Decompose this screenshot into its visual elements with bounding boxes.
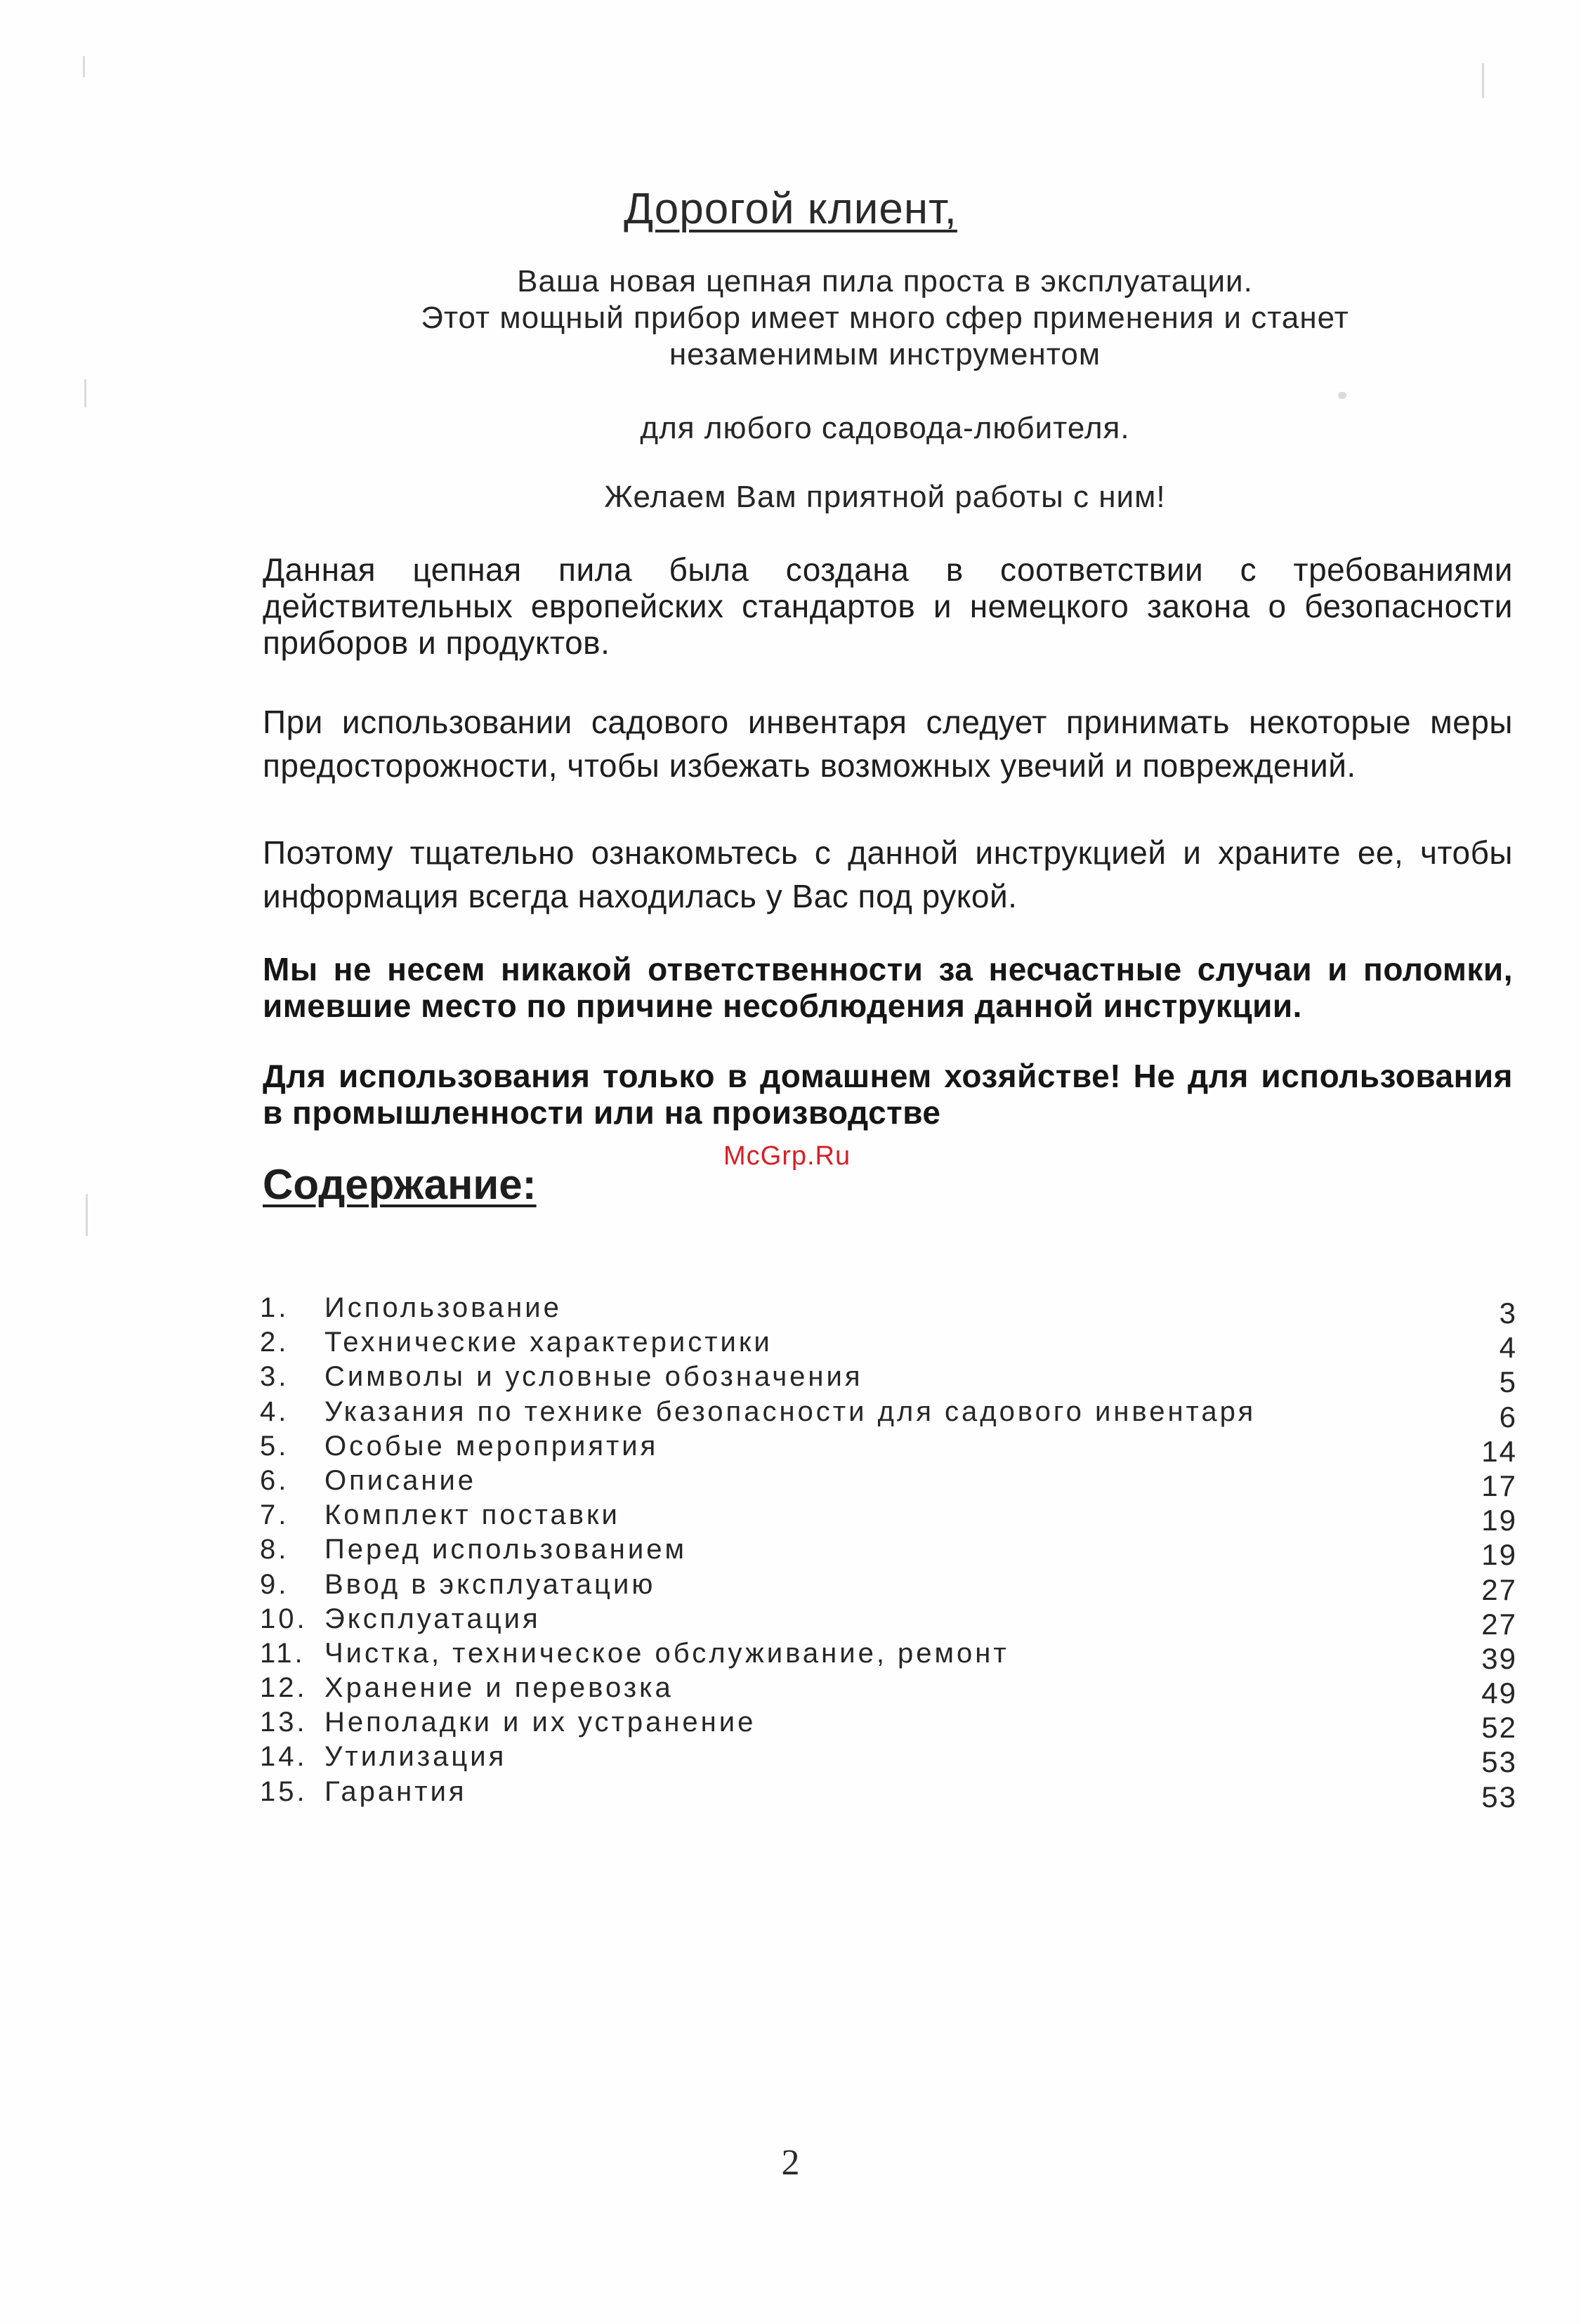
toc-item-label: Утилизация: [324, 1741, 507, 1773]
toc-item-number: 7.: [260, 1499, 289, 1531]
toc-item-number: 14.: [260, 1741, 308, 1773]
scan-artifact: [84, 379, 86, 407]
toc-item: [260, 1637, 1517, 1675]
paragraph-read-manual: Поэтому тщательно ознакомьтесь с данной инструкцией и храните ее, чтобы информация всегда находилась у Вас под рукой.: [263, 834, 1513, 914]
toc-item-number: 12.: [260, 1672, 308, 1704]
toc-item-number: 2.: [260, 1327, 289, 1358]
toc-item-label: Хранение и перевозка: [324, 1672, 674, 1704]
toc-item: [260, 1361, 1517, 1399]
toc-item-page: 27: [1481, 1607, 1517, 1641]
toc-item-page: 53: [1481, 1780, 1517, 1813]
toc-item: [260, 1776, 1517, 1811]
toc-item-number: 13.: [260, 1707, 308, 1738]
toc-item-label: Комплект поставки: [324, 1499, 620, 1531]
intro-audience: для любого садовода-любителя.: [640, 411, 1130, 445]
toc-item-number: 1.: [260, 1292, 289, 1323]
toc-item-label: Технические характеристики: [324, 1327, 773, 1358]
toc-item-number: 6.: [260, 1464, 289, 1496]
paragraph-liability: Мы не несем никакой ответственности за несчастные случаи и поломки, имевшие место по причине несоблюдения данной инструкции.: [263, 951, 1513, 1024]
toc-item-page: 27: [1481, 1573, 1517, 1606]
toc-item-label: Чистка, техническое обслуживание, ремонт: [324, 1637, 1009, 1669]
toc-item-number: 8.: [260, 1534, 289, 1565]
scan-artifact: [83, 56, 85, 77]
toc-item-label: Гарантия: [324, 1775, 467, 1807]
toc-item-page: 39: [1481, 1641, 1517, 1675]
scan-artifact: [86, 1194, 88, 1236]
toc-item-label: Неполадки и их устранение: [324, 1707, 756, 1738]
toc-item: [260, 1672, 1517, 1710]
toc-title: Содержание:: [263, 1161, 537, 1208]
paragraph-household: Для использования только в домашнем хозяйстве! Не для использования в промышленности или на производстве: [263, 1058, 1513, 1131]
toc-item: [260, 1327, 1517, 1365]
toc-item-page: 14: [1481, 1434, 1517, 1468]
toc-item: [260, 1603, 1517, 1641]
toc-item: [260, 1534, 1517, 1572]
paragraph-precautions: При использовании садового инвентаря следует принимать некоторые меры предосторожности, чтобы избежать возможных увечий и повреждений.: [263, 704, 1513, 784]
intro-wish: Желаем Вам приятной работы с ним!: [604, 480, 1166, 514]
toc-item: [260, 1464, 1517, 1502]
table-of-contents: [260, 1292, 1517, 1811]
intro-line: Этот мощный прибор имеет много сфер применения и станет: [421, 301, 1349, 335]
toc-item-number: 5.: [260, 1430, 289, 1462]
toc-item: [260, 1292, 1517, 1330]
toc-item-label: Использование: [324, 1292, 562, 1323]
toc-item-number: 15.: [260, 1775, 308, 1807]
toc-item: [260, 1396, 1517, 1431]
paragraph-standards: Данная цепная пила была создана в соответствии с требованиями действительных европейских стандартов и немецкого закона о безопасности приборов и продуктов.: [263, 551, 1513, 661]
toc-item-number: 10.: [260, 1603, 308, 1634]
toc-item-label: Перед использованием: [324, 1534, 687, 1565]
intro-line: незаменимым инструментом: [669, 337, 1101, 372]
toc-item: [260, 1707, 1517, 1745]
toc-item-number: 4.: [260, 1396, 289, 1427]
intro-block: [295, 263, 1475, 373]
toc-item: [260, 1741, 1517, 1779]
toc-item-number: 11.: [260, 1637, 306, 1669]
toc-item-label: Эксплуатация: [324, 1603, 541, 1634]
toc-item-label: Особые мероприятия: [324, 1430, 659, 1462]
toc-item-page: 19: [1481, 1504, 1517, 1537]
toc-item-label: Описание: [324, 1464, 477, 1496]
scan-artifact: [1482, 63, 1484, 98]
toc-item-label: Указания по технике безопасности для садового инвентаря: [324, 1396, 1257, 1427]
toc-item-label: Символы и условные обозначения: [324, 1361, 863, 1393]
page-number: 2: [781, 2143, 800, 2183]
toc-item-page: 53: [1481, 1745, 1517, 1779]
toc-item-page: 5: [1499, 1365, 1517, 1399]
scan-artifact: [1338, 392, 1346, 399]
intro-line: Ваша новая цепная пила проста в эксплуатации.: [517, 264, 1253, 298]
toc-item: [260, 1430, 1517, 1468]
toc-item: [260, 1568, 1517, 1606]
toc-item-page: 3: [1499, 1296, 1517, 1330]
watermark: McGrp.Ru: [723, 1141, 851, 1171]
page-heading: Дорогой клиент,: [624, 185, 957, 233]
toc-item-page: 6: [1499, 1400, 1517, 1433]
toc-item-number: 9.: [260, 1568, 289, 1600]
toc-item-page: 17: [1481, 1469, 1517, 1502]
toc-item-page: 19: [1481, 1538, 1517, 1572]
toc-item: [260, 1499, 1517, 1537]
toc-item-page: 49: [1481, 1676, 1517, 1710]
toc-item-label: Ввод в эксплуатацию: [324, 1568, 656, 1600]
toc-item-number: 3.: [260, 1361, 289, 1393]
toc-item-page: 4: [1499, 1331, 1517, 1365]
toc-item-page: 52: [1481, 1711, 1517, 1745]
